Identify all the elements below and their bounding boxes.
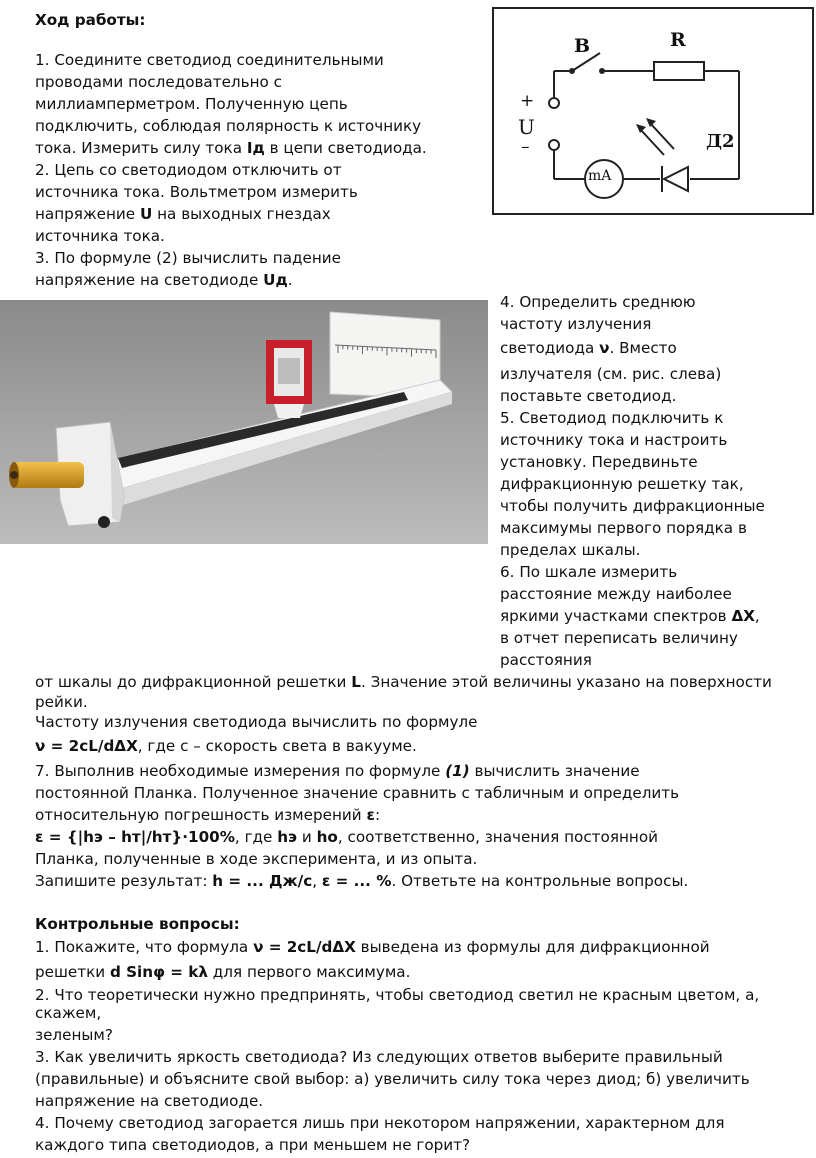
section-heading: Ход работы: [35, 11, 146, 29]
text-line: источника тока. Вольтметром измерить [35, 183, 358, 201]
text-line: тока. Измерить силу тока Iд в цепи светодиода. [35, 139, 427, 157]
text-line: относительную погрешность измерений ε: [35, 806, 381, 824]
section-heading: Контрольные вопросы: [35, 915, 240, 933]
text-line: 6. По шкале измерить [500, 563, 678, 581]
text-line: 2. Цепь со светодиодом отключить от [35, 161, 342, 179]
text-line: 1. Покажите, что формула ν = 2cL/dΔX выведена из формулы для дифракционной [35, 938, 710, 956]
text-line: 4. Определить среднюю [500, 293, 696, 311]
text-line: чтобы получить дифракционные [500, 497, 765, 515]
source-label: U [518, 115, 535, 139]
text-line: расстояния [500, 651, 592, 669]
text-line: Запишите результат: h = ... Дж/с, ε = ... %. Ответьте на контрольные вопросы. [35, 872, 689, 890]
right-column [500, 292, 810, 672]
text-line: источнику тока и настроить [500, 431, 728, 449]
text-line: 3. По формуле (2) вычислить падение [35, 249, 342, 267]
text-line: 4. Почему светодиод загорается лишь при некотором напряжении, характерном для [35, 1114, 725, 1132]
text-line: постоянной Планка. Полученное значение сравнить с табличным и определить [35, 784, 680, 802]
text-line: 1. Соедините светодиод соединительными [35, 51, 384, 69]
text-line: частоту излучения [500, 315, 652, 333]
text-line: каждого типа светодиодов, а при меньшем не горит? [35, 1136, 471, 1154]
text-line: яркими участками спектров ΔX, [500, 607, 760, 625]
minus-label: – [521, 137, 530, 157]
diode-label: Д2 [706, 131, 735, 152]
text-line: 2. Что теоретически нужно предпринять, чтобы светодиод светил не красным цветом, а, [35, 986, 760, 1004]
apparatus-photo [0, 300, 488, 544]
text-line: рейки. [35, 693, 88, 711]
formula-line: ε = {|hэ – hт|/hт}·100%, где hэ и hо, соответственно, значения постоянной [35, 828, 658, 846]
resistor [654, 62, 704, 80]
text-line: 5. Светодиод подключить к [500, 409, 724, 427]
left-column [35, 10, 485, 295]
circuit-schematic [494, 9, 812, 213]
text-line: установку. Передвиньте [500, 453, 698, 471]
text-line: 7. Выполнив необходимые измерения по формуле (1) вычислить значение [35, 762, 640, 780]
text-line: Частоту излучения светодиода вычислить по формуле [35, 713, 478, 731]
plus-label: + [520, 91, 535, 111]
terminal-minus [549, 140, 559, 150]
text-line: зеленым? [35, 1026, 113, 1044]
resistor-label: R [670, 29, 686, 51]
text-line: миллиамперметром. Полученную цепь [35, 95, 348, 113]
diode-triangle [664, 167, 688, 191]
text-line: проводами последовательно с [35, 73, 282, 91]
text-line: источника тока. [35, 227, 165, 245]
text-line: 3. Как увеличить яркость светодиода? Из следующих ответов выберите правильный [35, 1048, 723, 1066]
text-line: максимумы первого порядка в [500, 519, 747, 537]
text-line: решетки d Sinφ = kλ для первого максимума. [35, 963, 411, 981]
circuit-diagram [492, 7, 814, 215]
apparatus-image [0, 300, 488, 544]
text-line: (правильные) и объясните свой выбор: а) увеличить силу тока через диод; б) увеличить [35, 1070, 750, 1088]
terminal-plus [549, 98, 559, 108]
text-line: светодиода ν. Вместо [500, 339, 677, 357]
text-line: дифракционную решетку так, [500, 475, 744, 493]
text-line: подключить, соблюдая полярность к источнику [35, 117, 422, 135]
formula-line: ν = 2cL/dΔX, где с – скорость света в вакууме. [35, 737, 417, 755]
text-line: Планка, полученные в ходе эксперимента, и из опыта. [35, 850, 478, 868]
text-line: от шкалы до дифракционной решетки L. Значение этой величины указано на поверхности [35, 673, 772, 691]
text-line: скажем, [35, 1004, 102, 1022]
text-line: пределах шкалы. [500, 541, 641, 559]
bottom-text [35, 672, 810, 1158]
text-line: поставьте светодиод. [500, 387, 677, 405]
text-line: в отчет переписать величину [500, 629, 738, 647]
switch-label: В [574, 35, 591, 57]
meter-label: mA [588, 168, 612, 184]
text-line: напряжение на светодиоде. [35, 1092, 264, 1110]
text-line: напряжение U на выходных гнездах [35, 205, 331, 223]
text-line: излучателя (см. рис. слева) [500, 365, 722, 383]
text-line: расстояние между наиболее [500, 585, 732, 603]
text-line: напряжение на светодиоде Uд. [35, 271, 293, 289]
